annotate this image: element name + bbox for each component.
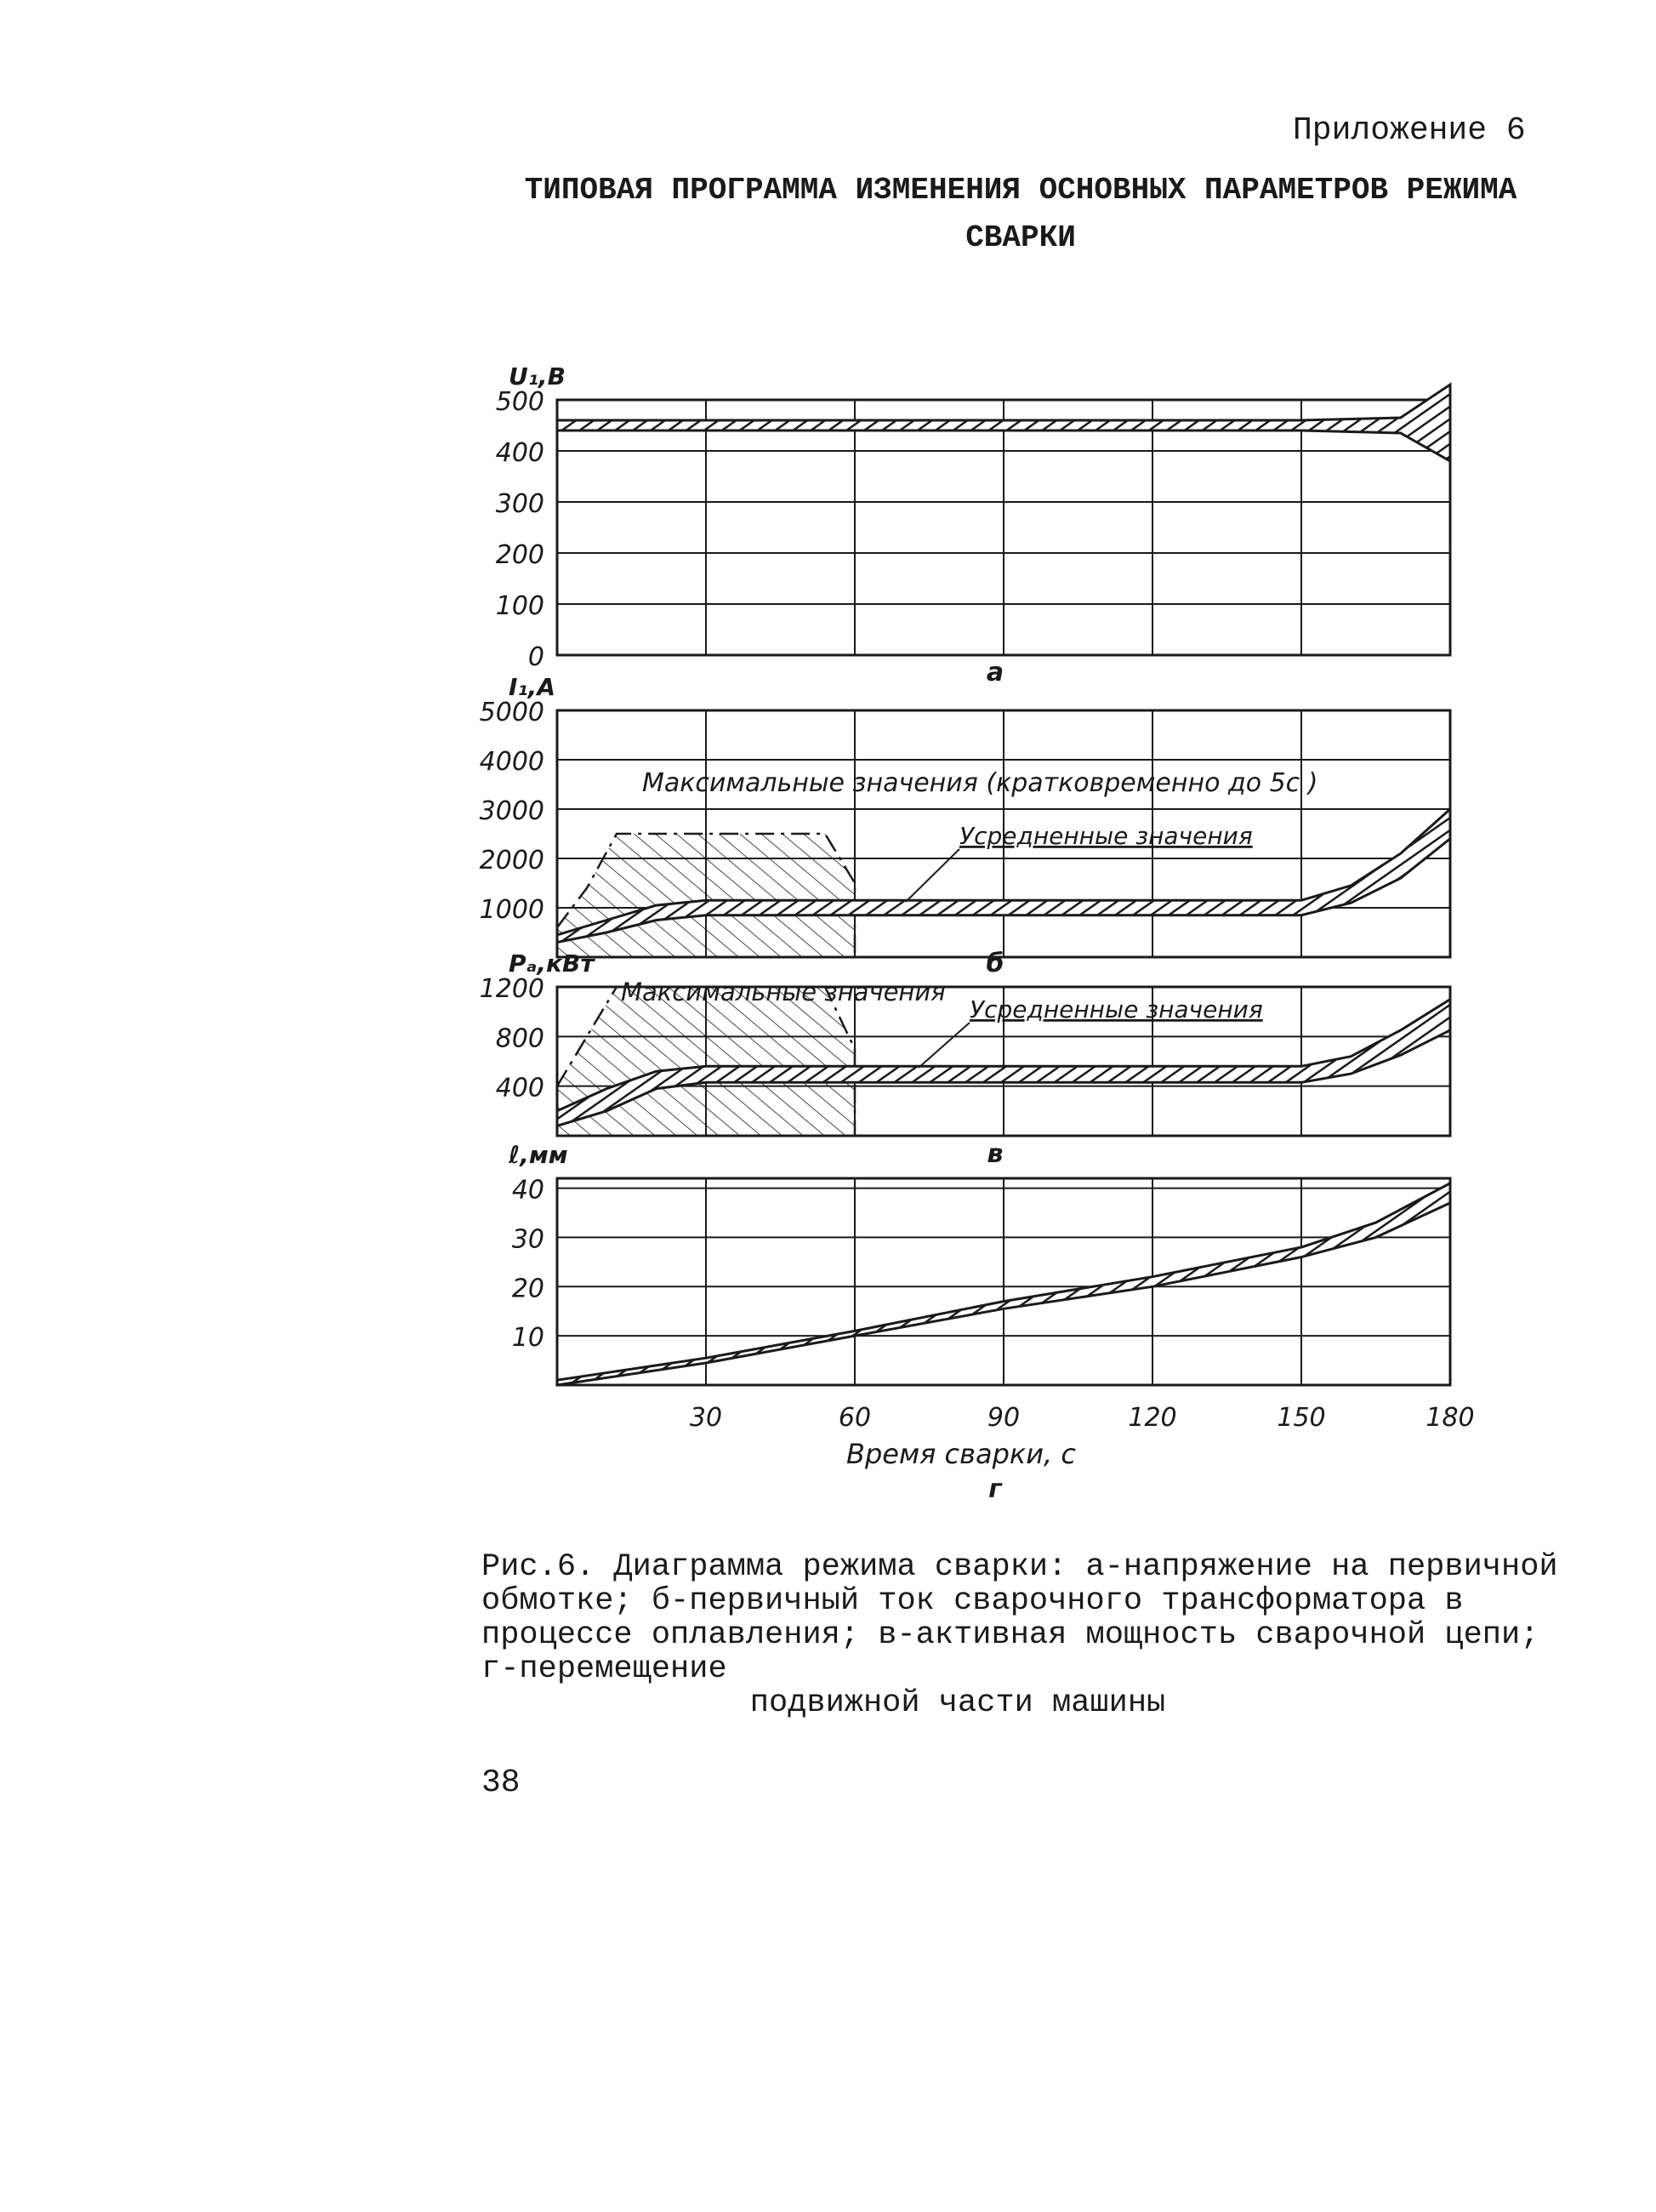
panel-label: а xyxy=(986,658,1004,687)
y-tick-label: 10 xyxy=(511,1323,544,1354)
y-axis-label: Pₐ,кВт xyxy=(509,949,595,978)
y-tick-label: 1200 xyxy=(479,974,544,1004)
x-tick-label: 120 xyxy=(1128,1403,1177,1433)
chart-panel-в xyxy=(480,949,1450,1169)
x-axis-label: Время сварки, с xyxy=(846,1438,1076,1470)
y-tick-label: 3000 xyxy=(479,796,544,826)
annotation-avg-values: Усредненные значения xyxy=(970,995,1263,1023)
y-tick-label: 30 xyxy=(511,1224,544,1255)
chart-panel-б xyxy=(480,673,1450,978)
y-tick-label: 0 xyxy=(527,642,544,672)
y-tick-label: 500 xyxy=(495,387,544,417)
caption-text: Рис.6. Диаграмма режима сварки: а-напряжение на первичной обмотке; б-первичный ток сварочного трансформатора в процессе оплавления; в-активная мощность сварочной цепи; г-перемещение xyxy=(481,1549,1558,1687)
appendix-label: Приложение 6 xyxy=(1293,112,1526,149)
x-tick-label: 180 xyxy=(1426,1403,1475,1433)
panel-label: г xyxy=(988,1474,1002,1504)
x-tick-label: 150 xyxy=(1277,1403,1326,1433)
chart-panel-г xyxy=(508,1141,1475,1504)
panel-label: в xyxy=(987,1139,1004,1169)
y-tick-label: 1000 xyxy=(479,895,544,925)
annotation-max-values: Максимальные значения (кратковременно до 5с ) xyxy=(642,768,1318,798)
y-tick-label: 5000 xyxy=(479,698,544,727)
y-tick-label: 40 xyxy=(511,1175,544,1206)
y-tick-label: 4000 xyxy=(479,747,544,777)
x-tick-label: 90 xyxy=(987,1403,1021,1433)
chart-panel-а xyxy=(496,362,1450,687)
max-values-region xyxy=(557,834,855,957)
y-tick-label: 100 xyxy=(495,591,544,621)
annotation-max-values: Максимальные значения xyxy=(621,978,946,1006)
title-line-2: СВАРКИ xyxy=(965,220,1076,255)
y-axis-label: U₁,В xyxy=(509,362,566,391)
annotation-leader xyxy=(919,1023,970,1068)
y-axis-label: I₁,А xyxy=(509,673,555,701)
y-tick-label: 400 xyxy=(495,1073,544,1103)
panel-label: б xyxy=(986,949,1004,978)
y-axis-label: ℓ,мм xyxy=(509,1141,568,1169)
page-number: 38 xyxy=(481,1764,521,1801)
y-tick-label: 300 xyxy=(495,489,544,519)
caption-last-line: подвижной части машины xyxy=(749,1685,1166,1721)
x-tick-label: 30 xyxy=(689,1403,723,1433)
y-tick-label: 400 xyxy=(495,438,544,468)
annotation-leader xyxy=(906,849,959,902)
y-tick-label: 200 xyxy=(495,540,544,570)
y-tick-label: 2000 xyxy=(479,846,544,875)
x-tick-label: 60 xyxy=(838,1403,872,1433)
figure-caption xyxy=(481,1550,1570,1720)
y-tick-label: 20 xyxy=(511,1274,544,1304)
title-line-1: ТИПОВАЯ ПРОГРАММА ИЗМЕНЕНИЯ ОСНОВНЫХ ПАРАМЕТРОВ РЕЖИМА xyxy=(524,173,1517,208)
annotation-avg-values: Усредненные значения xyxy=(959,822,1253,850)
y-tick-label: 800 xyxy=(495,1023,544,1054)
